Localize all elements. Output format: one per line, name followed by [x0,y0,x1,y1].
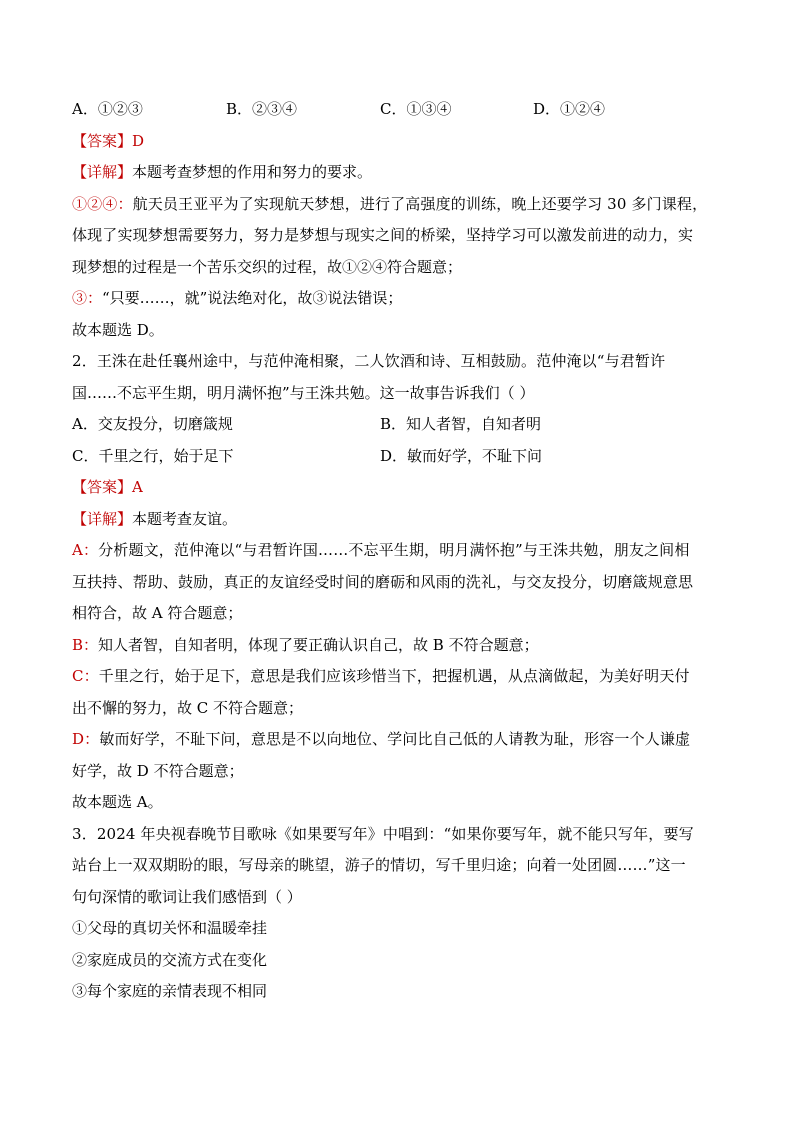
analysis-label: D： [72,730,100,748]
detail-tag: 【详解】 [72,509,133,528]
q1-option-a: A．①②③ [72,100,143,118]
analysis-text: 知人者智，自知者明，体现了要正确认识自己，故 B 不符合题意； [98,635,539,654]
analysis-label: A： [72,541,99,559]
q2-option-c: C．千里之行，始于足下 [72,446,234,465]
q2-stem-cont: 国……不忘平生期，明月满怀抱”与王洙共勉。这一故事告诉我们（ ） [72,383,535,402]
q3-item-3: ③每个家庭的亲情表现不相同 [72,982,268,1000]
q2-option-a: A．交友投分，切磨箴规 [72,415,233,433]
q1-analysis-1 [72,189,727,221]
analysis-text: 千里之行，始于足下，意思是我们应该珍惜当下，把握机遇，从点滴做起，为美好明天付 [98,667,690,685]
q1-conclusion: 故本题选 D。 [72,320,164,339]
analysis-label: C： [72,667,99,685]
q1-option-d: D．①②④ [533,100,606,118]
q1-analysis-2 [72,283,727,315]
q3-stem-cont: 句句深情的歌词让我们感悟到（ ） [72,887,302,906]
q1-analysis-1-cont: 现梦想的过程是一个苦乐交织的过程，故①②④符合题意； [72,257,463,276]
q3-stem-cont: 站台上一双双期盼的眼，写母亲的眺望，游子的情切，写千里归途；向着一处团圆……”这一 [72,856,686,874]
analysis-label: B： [72,635,99,654]
q1-options [72,94,727,126]
analysis-text: “只要……，就”说法绝对化，故③说法错误； [102,289,403,307]
analysis-label: ①②④： [72,194,133,213]
answer-tag: 【答案】 [72,131,133,150]
q2-analysis-c [72,661,727,693]
q2-options-row-1 [72,409,727,441]
q2-stem: 2．王洙在赴任襄州途中，与范仲淹相聚，二人饮酒和诗、互相鼓励。范仲淹以“与君暂许 [72,352,666,370]
answer-value: D [132,131,145,150]
q3-stem: 3．2024 年央视春晚节目歌咏《如果要写年》中唱到：“如果你要写年，就不能只写年，要写 [72,824,694,843]
q1-option-c: C．①③④ [380,100,452,118]
q2-analysis-a [72,535,727,567]
analysis-text: 敏而好学，不耻下问，意思是不以向地位、学问比自己低的人请教为耻，形容一个人谦虚 [99,730,691,748]
q2-answer [72,472,727,504]
answer-value: A [132,478,143,496]
analysis-text: 分析题文，范仲淹以“与君暂许国……不忘平生期，明月满怀抱”与王洙共勉，朋友之间相 [98,541,690,559]
document-page [72,94,727,1008]
analysis-text: 航天员王亚平为了实现航天梦想，进行了高强度的训练，晚上还要学习 30 多门课程， [132,194,708,213]
q2-analysis-d-cont: 好学，故 D 不符合题意； [72,761,244,780]
q2-detail [72,504,727,536]
q2-analysis-a-cont: 相符合，故 A 符合题意； [72,604,243,622]
q2-analysis-b [72,630,727,662]
q2-analysis-d [72,724,727,756]
detail-text: 本题考查梦想的作用和努力的要求。 [132,163,373,181]
answer-tag: 【答案】 [72,478,133,496]
q3-item-2: ②家庭成员的交流方式在变化 [72,950,268,969]
q1-detail [72,157,727,189]
q2-option-b: B．知人者智，自知者明 [380,415,542,433]
q2-option-d: D．敏而好学，不耻下问 [380,446,543,465]
q2-analysis-a-cont: 互扶持、帮助、鼓励，真正的友谊经受时间的磨砺和风雨的洗礼，与交友投分，切磨箴规意思 [72,572,694,591]
q2-options-row-2 [72,441,727,473]
analysis-label: ③： [72,289,103,307]
q2-analysis-c-cont: 出不懈的努力，故 C 不符合题意； [72,698,304,717]
q3-item-1: ①父母的真切关怀和温暖牵挂 [72,919,268,937]
detail-text: 本题考查友谊。 [132,509,238,528]
q1-answer [72,126,727,158]
detail-tag: 【详解】 [72,163,133,181]
q2-conclusion: 故本题选 A。 [72,793,163,811]
q1-analysis-1-cont: 体现了实现梦想需要努力，努力是梦想与现实之间的桥梁，坚持学习可以激发前进的动力，实 [72,226,694,244]
q1-option-b: B．②③④ [226,100,298,118]
